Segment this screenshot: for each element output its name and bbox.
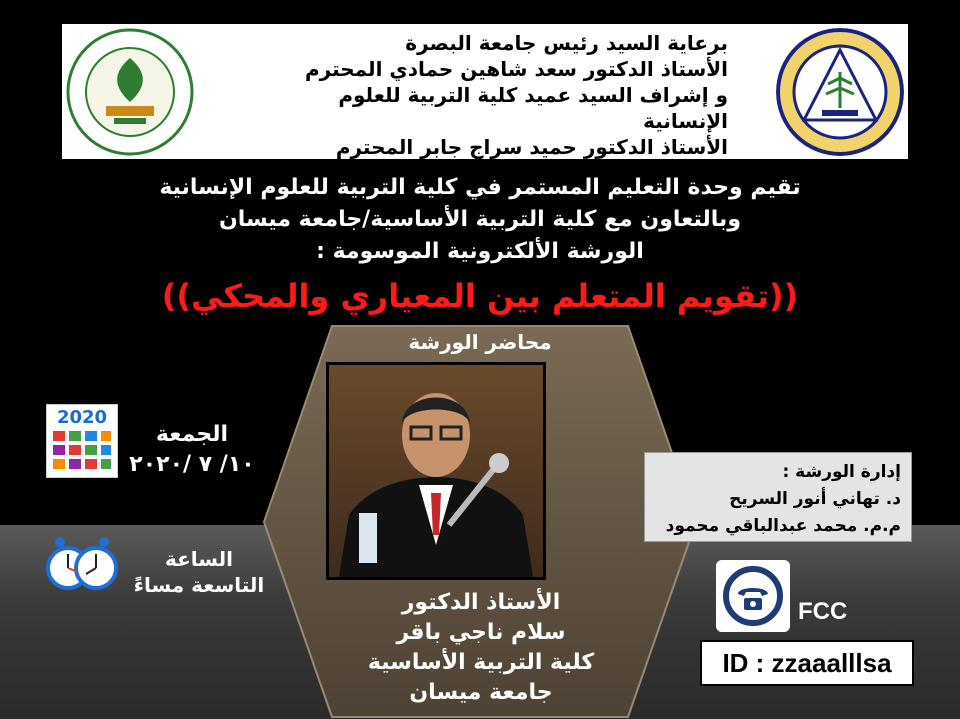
header-line: برعاية السيد رئيس جامعة البصرة (405, 31, 728, 55)
event-date-value: ١٠/ ٧ /٢٠٢٠ (129, 452, 255, 477)
meeting-id: ID : zzaaalllsa (700, 640, 914, 686)
phone-icon (716, 560, 790, 632)
lecturer-line: الأستاذ الدكتور (401, 590, 561, 615)
service-label: FCC (798, 598, 848, 625)
header-line: و إشراف السيد عميد كلية التربية للعلوم الإنسانية (338, 83, 728, 133)
lecturer-heading: محاضر الورشة (408, 330, 552, 354)
sponsorship-header (62, 24, 908, 159)
admin-person: م.م. محمد عبدالباقي محمود (665, 516, 901, 536)
college-of-education-logo-icon (66, 28, 194, 156)
event-description (80, 172, 880, 268)
lecturer-details (296, 588, 666, 708)
title-line: وبالتعاون مع كلية التربية الأساسية/جامعة ميسان (219, 207, 741, 232)
calendar-icon (46, 404, 118, 478)
event-date (122, 420, 262, 480)
calendar-year: 2020 (56, 407, 108, 428)
lecturer-line: جامعة ميسان (409, 680, 553, 705)
clock-icon (46, 528, 118, 600)
header-line: الأستاذ الدكتور حميد سراج جابر المحترم (335, 135, 728, 159)
workshop-administration (644, 452, 912, 542)
university-of-basrah-logo-icon (776, 28, 904, 156)
calendar-grid-icon (47, 405, 117, 477)
time-label: الساعة (164, 547, 234, 571)
title-line: الورشة الألكترونية الموسومة : (316, 239, 644, 264)
lecturer-line: سلام ناجي باقر (396, 620, 566, 645)
lecturer-portrait-icon (329, 365, 543, 577)
admin-title: إدارة الورشة : (782, 462, 901, 482)
time-value: التاسعة مساءً (133, 573, 265, 597)
event-time (124, 546, 274, 598)
workshop-title: ((تقويم المتعلم بين المعياري والمحكي)) (161, 277, 799, 315)
title-line: تقيم وحدة التعليم المستمر في كلية التربية للعلوم الإنسانية (159, 175, 801, 200)
lecturer-photo (326, 362, 546, 580)
header-line: الأستاذ الدكتور سعد شاهين حمادي المحترم (304, 57, 728, 81)
event-day: الجمعة (155, 422, 229, 447)
lecturer-line: كلية التربية الأساسية (367, 650, 595, 675)
admin-person: د. تهاني أنور السريح (729, 489, 901, 509)
